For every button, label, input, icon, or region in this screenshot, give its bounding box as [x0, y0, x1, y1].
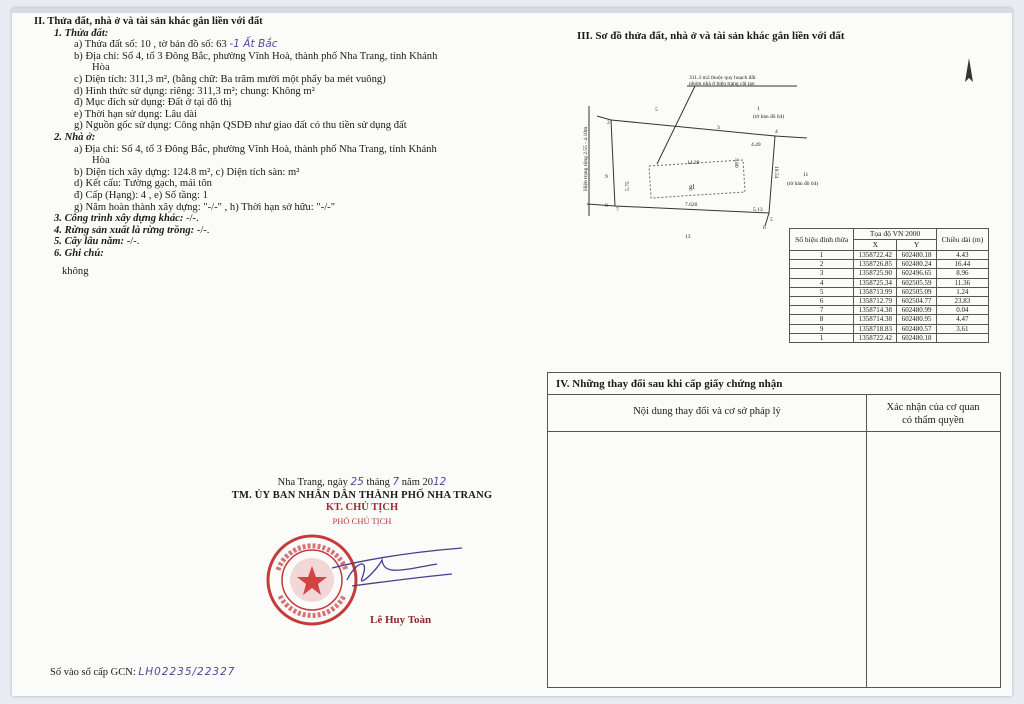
col-x: X: [854, 240, 897, 251]
table-cell: 602480.18: [897, 333, 936, 342]
dim-7: 5.75: [625, 181, 631, 191]
changes-table: [547, 372, 1001, 688]
table-cell: 1.24: [936, 287, 988, 296]
table-row: [790, 278, 989, 287]
dim-3: 5.80: [733, 158, 739, 168]
table-row: [790, 260, 989, 269]
land-address: b) Địa chỉ: Số 4, tổ 3 Đông Bắc, phường Vĩnh Hoà, thành phố Nha Trang, tỉnh Khánh: [74, 50, 438, 62]
section-3-title: III. Sơ đồ thửa đất, nhà ở và tài sản khác gắn liền với đất: [577, 30, 845, 42]
dim-4: 10.54: [773, 166, 779, 179]
signer-title: PHÓ CHỦ TỊCH: [332, 515, 392, 526]
house-address-cont: Hòa: [92, 155, 110, 167]
red-seal-icon: [268, 536, 356, 624]
point-7: 7: [616, 207, 619, 213]
plan-note-2: nhóm nhà ở hiện trạng cải tạo: [689, 81, 755, 87]
house-title: 2. Nhà ở:: [54, 131, 96, 143]
dim-2: 14.39: [687, 160, 700, 166]
table-cell: 602505.09: [897, 287, 936, 296]
table-cell: 6: [790, 297, 854, 306]
land-parcel-number: a) Thửa đất số: 10 , tờ bản đồ số: 63 -1 Ất Bắc: [74, 38, 278, 51]
table-cell: 1358725.34: [854, 278, 897, 287]
neighbor-11: 11: [803, 172, 809, 178]
table-cell: 1358726.85: [854, 260, 897, 269]
table-cell: 1358713.99: [854, 287, 897, 296]
neighbor-1: 1: [757, 106, 760, 112]
table-cell: 602480.57: [897, 324, 936, 333]
section-land-house: [34, 16, 504, 278]
table-cell: 16.44: [936, 260, 988, 269]
table-row: [790, 297, 989, 306]
coordinates-table: [789, 228, 989, 343]
house-area: b) Diện tích xây dựng: 124.8 m², c) Diện tích sàn: m²: [74, 166, 300, 178]
certificate-page: [12, 8, 1012, 696]
perennial-trees: 5. Cây lâu năm: -/-.: [54, 236, 140, 248]
signer-role: KT. CHỦ TỊCH: [325, 502, 399, 513]
table-cell: 3: [790, 269, 854, 278]
dim-1: 4.49: [751, 142, 761, 148]
table-cell: 3.61: [936, 324, 988, 333]
house-grade: đ) Cấp (Hạng): 4 , e) Số tầng: 1: [74, 189, 208, 201]
north-arrow-icon: [962, 56, 976, 88]
point-4: 4: [775, 129, 778, 135]
table-cell: 1: [790, 333, 854, 342]
signature-block: [202, 476, 522, 527]
neighbor-13: 13: [685, 234, 691, 240]
table-cell: 602480.24: [897, 260, 936, 269]
notes-title: 6. Ghi chú:: [54, 247, 104, 259]
handwritten-signature: [332, 548, 462, 586]
land-term: e) Thời hạn sử dụng: Lâu dài: [74, 108, 197, 120]
house-year: g) Năm hoàn thành xây dựng: "-/-" , h) Thời hạn sở hữu: "-/-": [74, 201, 336, 213]
table-cell: 4.43: [936, 251, 988, 260]
col-point-id: Số hiệu đỉnh thửa: [790, 229, 854, 251]
road-label: Hiện trạng rộng 2.55 - 4.10m: [583, 126, 589, 191]
table-cell: 9: [790, 324, 854, 333]
table-cell: 1358714.38: [854, 315, 897, 324]
table-row: [790, 324, 989, 333]
table-cell: 602504.77: [897, 297, 936, 306]
house-address: a) Địa chỉ: Số 4, tổ 3 Đông Bắc, phường Vĩnh Hoà, thành phố Nha Trang, tỉnh Khánh: [74, 143, 437, 155]
table-cell: 1358712.79: [854, 297, 897, 306]
land-area: c) Diện tích: 311,3 m², (bằng chữ: Ba trăm mười một phẩy ba mét vuông): [74, 73, 386, 85]
table-row: [790, 333, 989, 342]
table-row: [790, 269, 989, 278]
signer-name: Lê Huy Toàn: [370, 614, 432, 626]
table-cell: 602480.95: [897, 315, 936, 324]
table-cell: 602505.59: [897, 278, 936, 287]
scan-edge: [12, 8, 1012, 13]
table-cell: 1358722.42: [854, 251, 897, 260]
changes-content-column: [548, 395, 867, 687]
changes-col-confirm: Xác nhận của cơ quan có thẩm quyền: [886, 402, 980, 426]
coordinates-rows: [790, 251, 989, 343]
seal-and-signature: [262, 530, 472, 630]
notes-value: không: [62, 266, 89, 278]
dim-6: 5.13: [753, 207, 763, 213]
table-cell: 7: [790, 306, 854, 315]
other-construction: 3. Công trình xây dựng khác: -/-.: [54, 213, 199, 225]
col-vn2000: Tọa độ VN 2000: [854, 229, 937, 240]
table-cell: 602480.18: [897, 251, 936, 260]
table-cell: 1358718.83: [854, 324, 897, 333]
table-cell: 602480.99: [897, 306, 936, 315]
land-title: 1. Thửa đất:: [54, 27, 109, 39]
handwritten-note: -1 Ất Bắc: [229, 38, 278, 51]
table-cell: 11.36: [936, 278, 988, 287]
registry-number: Số vào sổ cấp GCN: LH02235/22327: [50, 666, 236, 678]
table-cell: 1358725.90: [854, 269, 897, 278]
col-length: Chiều dài (m): [936, 229, 988, 251]
table-cell: 4: [790, 278, 854, 287]
point-5: 5: [770, 217, 773, 223]
issuing-authority: TM. ỦY BAN NHÂN DÂN THÀNH PHỐ NHA TRANG: [231, 489, 493, 501]
table-row: [790, 315, 989, 324]
parcel-diagram: [567, 66, 827, 240]
map-ref-2: (tờ bản đồ 64): [787, 181, 819, 187]
point-9: 9: [605, 174, 608, 180]
point-2: 2: [607, 120, 610, 126]
changes-col-content: Nội dung thay đổi và cơ sở pháp lý: [633, 406, 781, 417]
house-structure: d) Kết cấu: Tường gạch, mái tôn: [74, 178, 212, 190]
table-cell: [936, 333, 988, 342]
parcel-label: gl: [689, 183, 695, 191]
place-date: Nha Trang, ngày 25 tháng 7 năm 2012: [277, 476, 447, 488]
neighbor-5: 5: [655, 107, 658, 113]
table-cell: 2: [790, 260, 854, 269]
point-6: 6: [763, 225, 766, 231]
land-address-cont: Hòa: [92, 62, 110, 74]
section-2-title: II. Thửa đất, nhà ở và tài sản khác gắn liền với đất: [34, 16, 263, 27]
point-8: 8: [605, 203, 608, 209]
land-purpose: đ) Mục đích sử dụng: Đất ở tại đô thị: [74, 97, 232, 109]
table-row: [790, 306, 989, 315]
land-origin: g) Nguồn gốc sử dụng: Công nhận QSDĐ như giao đất có thu tiền sử dụng đất: [74, 120, 407, 132]
table-cell: 23.83: [936, 297, 988, 306]
table-cell: 8.96: [936, 269, 988, 278]
table-cell: 1358722.42: [854, 333, 897, 342]
table-cell: 602496.65: [897, 269, 936, 278]
point-3: 3: [717, 125, 720, 131]
table-cell: 4.47: [936, 315, 988, 324]
forest: 4. Rừng sản xuất là rừng trồng: -/-.: [54, 224, 210, 236]
section-4-title: IV. Những thay đổi sau khi cấp giấy chứng nhận: [548, 373, 1000, 395]
table-cell: 0.04: [936, 306, 988, 315]
land-usage-form: d) Hình thức sử dụng: riêng: 311,3 m²; chung: Không m²: [74, 85, 315, 97]
col-y: Y: [897, 240, 936, 251]
map-ref-1: (tờ bản đồ 64): [753, 114, 785, 120]
table-cell: 1358714.38: [854, 306, 897, 315]
table-row: [790, 251, 989, 260]
table-cell: 1: [790, 251, 854, 260]
table-cell: 5: [790, 287, 854, 296]
plan-note-1: 311.3 m2 thuộc quy hoạch đất: [689, 75, 756, 81]
table-cell: 8: [790, 315, 854, 324]
dim-5: 7.620: [685, 202, 698, 208]
table-row: [790, 287, 989, 296]
